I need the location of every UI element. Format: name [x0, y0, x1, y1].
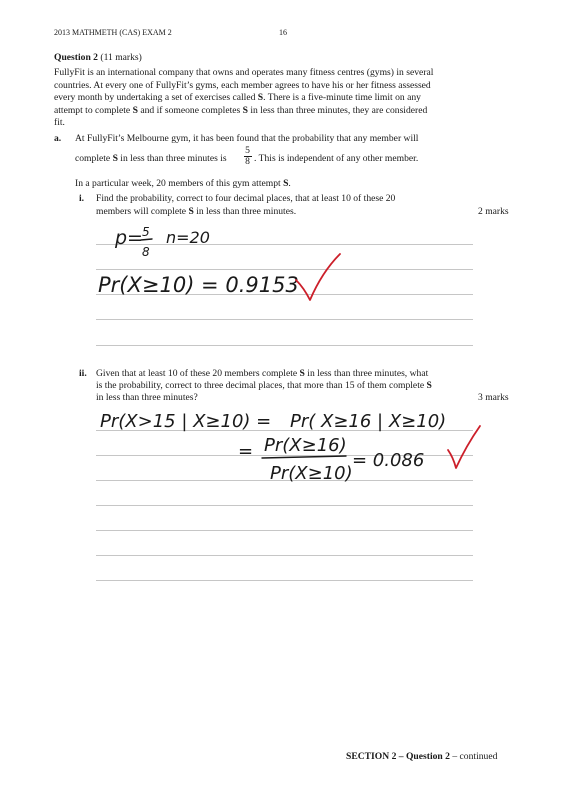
hw-p-equals: p= — [115, 227, 143, 249]
answer-line — [96, 580, 473, 581]
probability-fraction — [243, 146, 252, 167]
hw-equals: = — [238, 441, 254, 462]
part-ii-label: ii. — [79, 368, 87, 379]
hw-answer-i: Pr(X≥10) = 0.9153 — [98, 273, 299, 297]
question-marks: (11 marks) — [97, 52, 142, 63]
part-a-week: In a particular week, 20 members of this gym attempt S. — [75, 178, 291, 189]
hw-division-bar — [262, 456, 346, 458]
answer-line — [96, 455, 473, 456]
hw-conditional-rhs: Pr( X≥16 | X≥10) — [290, 411, 447, 432]
hw-n-equals: n=20 — [166, 228, 210, 247]
fraction-numerator: 5 — [245, 145, 250, 156]
intro-line: attempt to complete S and if someone completes S in less than three minutes, they are considered — [54, 104, 428, 116]
part-ii-line2: is the probability, correct to three decimal places, that more than 15 of them complete S — [96, 380, 432, 391]
fraction-denominator: 8 — [245, 156, 250, 167]
page-footer: SECTION 2 – Question 2 – continued — [346, 751, 498, 762]
page-number: 16 — [279, 28, 287, 37]
hw-conditional: Pr(X>15 | X≥10) = — [100, 411, 272, 432]
part-a-line2: complete S in less than three minutes is — [75, 153, 227, 164]
intro-line: FullyFit is an international company that owns and operates many fitness centres (gyms) in several — [54, 67, 434, 78]
hw-answer-ii: = 0.086 — [352, 450, 425, 471]
answer-line — [96, 480, 473, 481]
answer-line — [96, 555, 473, 556]
question-title: Question 2 — [54, 52, 98, 63]
answer-line — [96, 294, 473, 295]
part-a-line2-end: . This is independent of any other member. — [254, 153, 419, 164]
question-intro — [54, 67, 484, 130]
answer-line — [96, 269, 473, 270]
part-ii-line1: Given that at least 10 of these 20 members complete S in less than three minutes, what — [96, 368, 429, 379]
part-i-line1: Find the probability, correct to four decimal places, that at least 10 of these 20 — [96, 193, 396, 204]
intro-line: countries. At every one of FullyFit’s gyms, each member agrees to have his or her fitness assessed — [54, 79, 431, 91]
answer-line — [96, 244, 473, 245]
hw-denominator: Pr(X≥10) — [270, 463, 353, 484]
intro-line: every month by undertaking a set of exercises called S. There is a five-minute time limit on any — [54, 92, 421, 103]
intro-line: fit. — [54, 117, 65, 128]
exam-header: 2013 MATHMETH (CAS) EXAM 2 — [54, 28, 172, 37]
hw-p-denominator: 8 — [142, 245, 150, 259]
answer-line — [96, 505, 473, 506]
part-i-line2: members will complete S in less than three minutes. — [96, 206, 297, 217]
part-ii-line3: in less than three minutes? — [96, 392, 198, 403]
part-a-line1: At FullyFit’s Melbourne gym, it has been found that the probability that any member will — [75, 133, 419, 144]
answer-line — [96, 319, 473, 320]
answer-line — [96, 530, 473, 531]
answer-line — [96, 345, 473, 346]
question-heading — [54, 52, 142, 65]
hw-fraction-bar — [141, 239, 152, 240]
tick-mark-icon — [448, 426, 480, 468]
part-i-marks: 2 marks — [478, 206, 509, 217]
part-a-label: a. — [54, 133, 62, 144]
part-i-label: i. — [79, 193, 85, 204]
answer-line — [96, 430, 473, 431]
part-ii-marks: 3 marks — [478, 392, 509, 403]
hw-p-numerator: 5 — [142, 225, 150, 239]
hw-numerator: Pr(X≥16) — [264, 435, 347, 456]
